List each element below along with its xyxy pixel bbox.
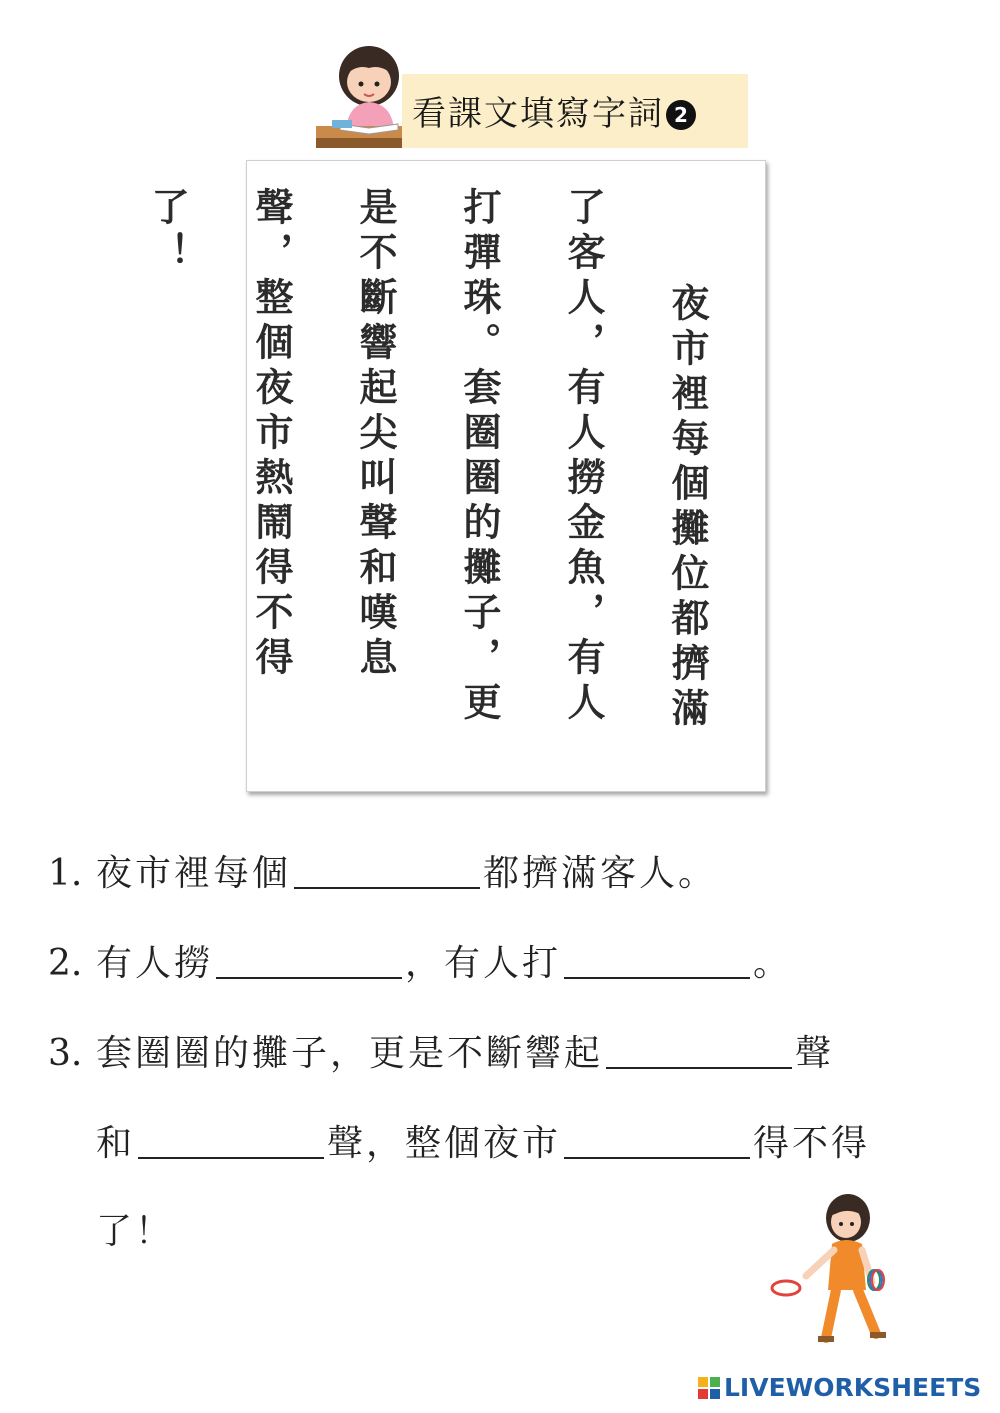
- question-number: 3.: [48, 1033, 83, 1074]
- question-text: 聲，整個夜市: [327, 1123, 562, 1164]
- passage-body: 夜市裡每個攤位都擠滿了客人，有人撈金魚，有人打彈珠。套圈圈的攤子，更是不斷響起尖叫聲和嘆息聲，整個夜市熱鬧得不得了！: [145, 187, 709, 733]
- answer-blank-2[interactable]: [216, 947, 402, 979]
- answer-blank-6[interactable]: [564, 1127, 750, 1159]
- question-text: 夜市裡每個: [96, 853, 292, 894]
- footer-brand: [698, 1373, 998, 1405]
- question-text: 了！: [96, 1211, 175, 1252]
- question-text: 。: [753, 943, 793, 984]
- answer-blank-1[interactable]: [294, 857, 480, 889]
- question-text: 聲: [795, 1033, 835, 1074]
- question-text: 都擠滿客人。: [483, 853, 718, 894]
- question-text: 得不得: [753, 1123, 871, 1164]
- answer-blank-3[interactable]: [564, 947, 750, 979]
- answer-blank-5[interactable]: [138, 1127, 324, 1159]
- question-text: 有人撈: [96, 943, 214, 984]
- question-number: 1.: [48, 853, 83, 894]
- answer-blank-4[interactable]: [606, 1037, 792, 1069]
- question-3: [48, 1025, 834, 1076]
- liveworksheets-logo-icon: [698, 1377, 720, 1399]
- number-badge: 2: [666, 100, 696, 130]
- page-title: [412, 86, 696, 135]
- title-text: 看課文填寫字詞: [412, 94, 664, 134]
- question-text: 和: [96, 1123, 136, 1164]
- question-1: [48, 845, 717, 896]
- passage-card: [145, 160, 766, 792]
- question-3-line-2: [96, 1115, 870, 1166]
- brand-name: LIVEWORKSHEETS: [724, 1373, 982, 1402]
- question-3-line-3: [96, 1203, 174, 1254]
- passage-text: [115, 187, 739, 767]
- question-number: 2.: [48, 943, 83, 984]
- question-2: [48, 935, 792, 986]
- question-text: 套圈圈的攤子，更是不斷響起: [96, 1033, 604, 1074]
- ring-toss-girl-illustration: [768, 1190, 908, 1350]
- question-text: ，有人打: [405, 943, 562, 984]
